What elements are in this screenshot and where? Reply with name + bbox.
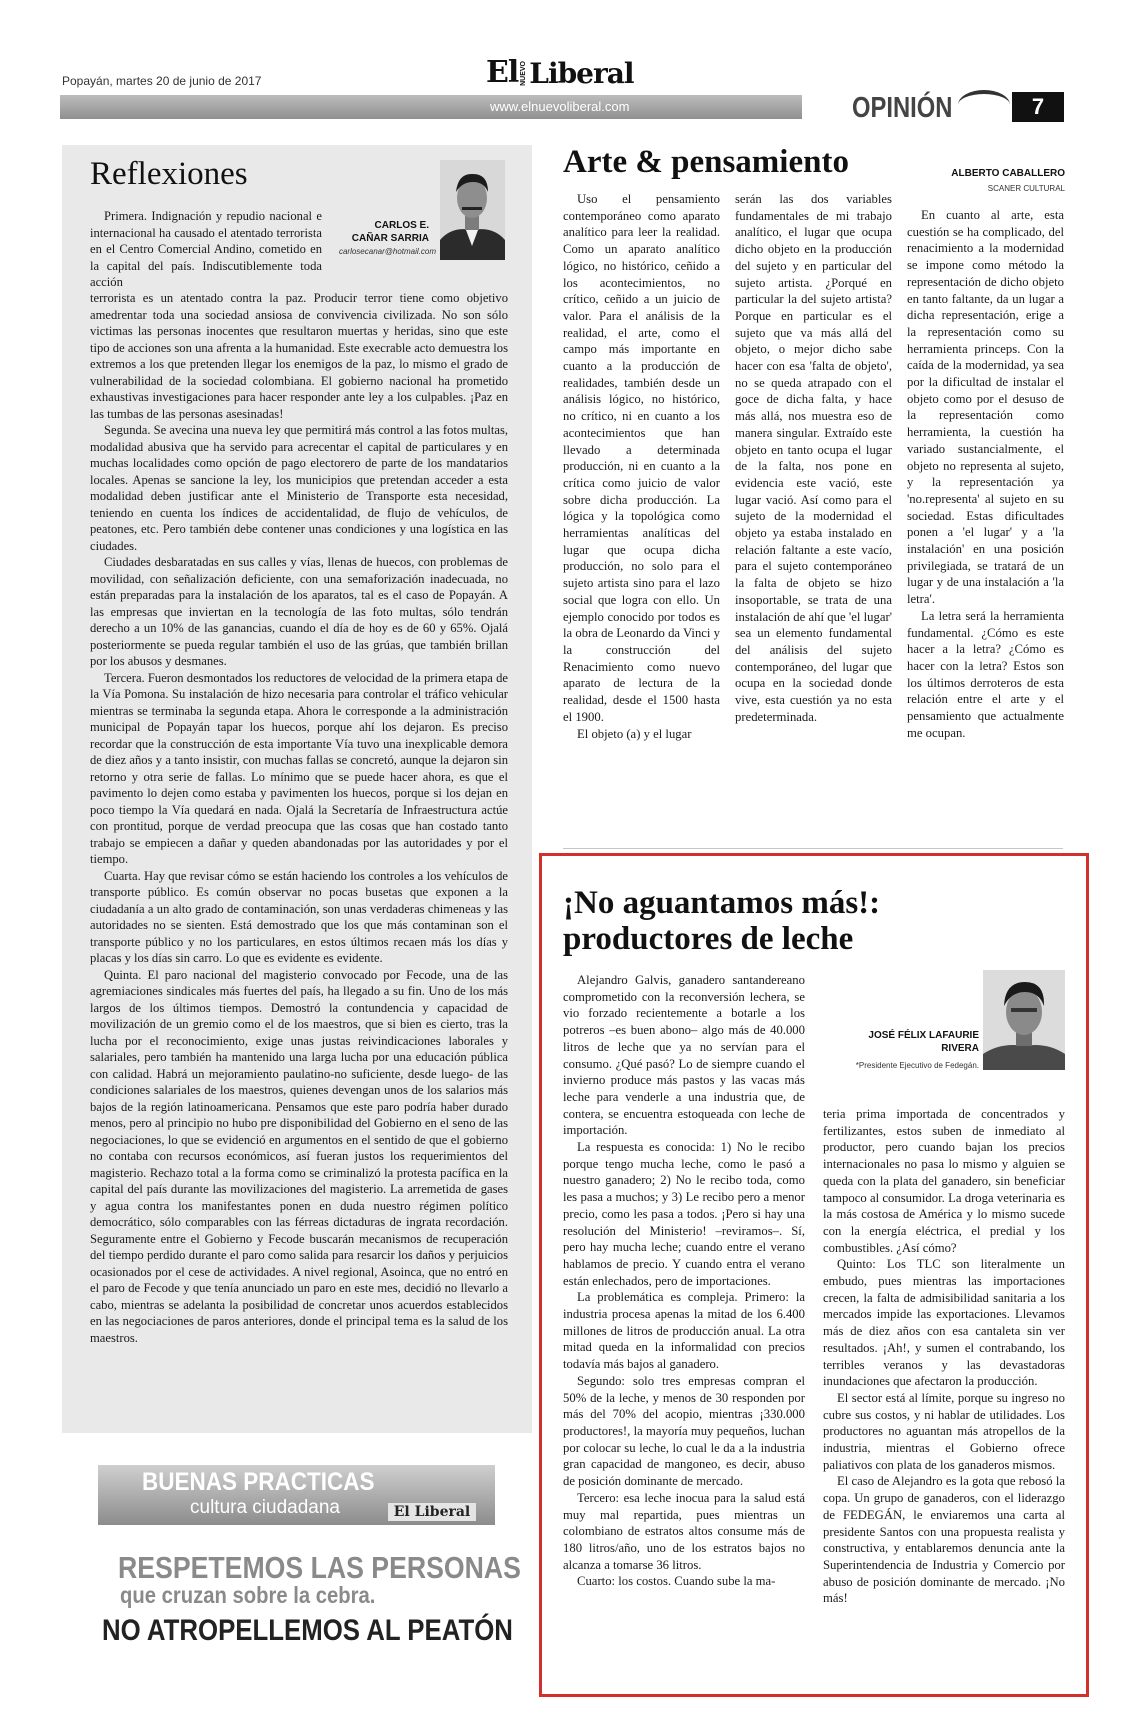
arte-author: ALBERTO CABALLERO: [951, 168, 1065, 179]
leche-column-2: [823, 1106, 1065, 1607]
section-title: OPINIÓN: [852, 92, 953, 124]
logo-nuevo-text: NUEVO: [520, 61, 528, 86]
leche-author: JOSÉ FÉLIX LAFAURIE RIVERA: [868, 1030, 979, 1054]
paragraph: serán las dos variables fundamentales de mi trabajo analítico, el lugar que ocupa dicho objeto en la producción del sujeto y en particular del sujeto artista. ¿Porqué en particular la del sujeto artista? Porque en particular es el sujeto que va más allá del objeto, o mejor dicho sabe hacer con esa 'falta de objeto', no se queda atrapado con el goce de dicha falta, y hace más allá, nos muestra eso de manera singular. Extraído este objeto en tanto ocupa el lugar de la falta, nos pone en evidencia este vació, este lugar vació. Así como para el sujeto de la modernidad el objeto ya estaba instalado en relación faltante a este vacío, para el sujeto contemporáneo la falta de objeto se hizo insoportable, se trata de una instalación de ahí que 'el lugar' sea un elemento fundamental del análisis del sujeto contemporáneo, del lugar que ocupa en la sociedad donde vive, esta cuestión ya no esta predeterminada.: [735, 192, 892, 724]
author-photo-lafaurie: [983, 970, 1065, 1070]
swoosh-decoration: [958, 90, 1010, 120]
paragraph: terrorista es un atentado contra la paz. Producir terror tiene como objetivo amedrentar toda una sociedad ansiosa de convivencia civilizada. No son sólo victimas las personas inocentes que resultaron muertas y heridas, sino que este tipo de acciones son una afrenta a la humanidad. Este execrable acto demuestra los extremos a los que pretenden llegar los enemigos de la paz, lo mismo el grado de vulnerabilidad de la sociedad colombiana. El gobierno nacional ha prometido exhaustivas investigaciones para hacer responder ante ley a los culpables. ¡Paz en las tumbas de las personas asesinadas!: [90, 291, 508, 421]
author-photo-canar: [440, 160, 505, 260]
paragraph: Tercera. Fueron desmontados los reductores de velocidad de la primera etapa de la Vía Pomona. Su instalación de hizo necesaria para controlar el tráfico vehicular mientras se terminaba la segunda etapa. Ahora le corresponde a la administración municipal de Popayán tapar los huecos, porque ahí los dejaron. Es preciso recordar que la construcción de esta importante Vía tuvo una inexplicable demora de diez años y a tanto insistir, con muchas fallas se concretó, aunque la dejaron sin retorno y otra serie de fallas. Lo mínimo que se puede hacer ahora, es que el pavimento lo dejen como estaba y pavimenten los huecos, porque si los dejan en poco tiempo la Vía quedará en nada. Ojalá la Secretaría de Infraestructura actúe con prontitud, porque de verdad preocupa que las cosas que han costado tanto trabajo se empiecen a dañar y queden abandonadas por las autoridades y por el tiempo.: [90, 670, 508, 866]
paragraph: En cuanto al arte, esta cuestión se ha complicado, del renacimiento a la modernidad se impone como método la representación de dicho objeto en tanto faltante, da un lugar a dicha representación, erige a la representación como su herramienta princeps. Con la caída de la modernidad, ya sea por la dificultad de instalar el objeto como por el desuso de la representación como herramienta, la cuestión ha variado sustancialmente, el objeto no representa al sujeto, y la representación ya 'no.representa' al sujeto en su sociedad. Estas dificultades ponen a 'el lugar' y a 'la instalación' en una posición privilegiada, se tratará de un lugar y de una instalación a 'la letra'.: [907, 208, 1064, 607]
logo-el-text: El: [486, 55, 519, 90]
website-url: www.elnuevoliberal.com: [490, 99, 630, 114]
paragraph: Cuarto: los costos. Cuando sube la ma-: [577, 1574, 776, 1589]
paragraph: Segunda. Se avecina una nueva ley que permitirá más control a las fotos multas, modalidad abusiva que ha servido para acrecentar el capital de particulares y en muchas localidades como opción de pago electorero de parte de los mandatarios locales. Apenas se sancione la ley, los municipios que pretendan acceder a esta modalidad deben justificar ante el Ministerio de Transporte esta necesidad, teniendo en cuenta los índices de accidentalidad, de flujo de vehículos, de peatones, etc. Pero también debe contener unas condiciones y una logística en las ciudades.: [90, 423, 508, 553]
issue-date: Popayán, martes 20 de junio de 2017: [62, 74, 262, 88]
paragraph: Ciudades desbaratadas en sus calles y vías, llenas de huecos, con problemas de movilidad, con señalización deficiente, con una semaforización inadecuada, no están preparadas para la instalación de los aparatos, tal es el caso de Popayán. A las empresas que inviertan en la tecnología de las foto multas, sólo tendrán derecho a un 10% de las ganancias, cuando el día de hoy es de 60 y 65%. Ojalá posteriormente se pueda regular también el uso de las grúas, que también brillan por los abusos y desmanes.: [90, 555, 508, 668]
ad-title: BUENAS PRACTICAS: [142, 1468, 375, 1496]
leche-author-role: *Presidente Ejecutivo de Fedegán.: [855, 1061, 979, 1070]
paragraph: Quinto: Los TLC son literalmente un embudo, pues mientras las importaciones crecen, la falta de admisibilidad sanitaria a los mercados impide las exportaciones. Llevamos más de diez años con esa cantaleta sin ver resultados. ¡Ah!, y sumen el contrabando, los terribles veranos y las devastadoras inundaciones que afectaron la producción.: [823, 1257, 1065, 1389]
arte-column-1: [563, 191, 720, 742]
reflexiones-author: CARLOS E. CAÑAR SARRIA: [351, 220, 429, 244]
paragraph: Alejandro Galvis, ganadero santandereano comprometido con la reconversión lechera, se vio forzado recientemente a botarle a los potreros –es buen abono– algo más de 40.000 litros de leche que ya no servían para el consumo. ¿Qué pasó? Lo de siempre cuando el invierno produce más pastos y las vacas más leche para venderle a una industria que, de contera, se encuentra estoqueada con leche de importación.: [563, 973, 805, 1138]
arte-column-2: [735, 191, 892, 726]
header-bar: [60, 95, 802, 119]
ad-line-2: que cruzan sobre la cebra.: [120, 1582, 376, 1608]
logo-liberal-text: Liberal: [529, 57, 634, 90]
paragraph: El caso de Alejandro es la gota que rebosó la copa. Un grupo de ganaderos, con el liderazgo de FEDEGÁN, le enviaremos una carta al presidente Santos con una propuesta realista y constructiva, y entablaremos denuncia ante la Superintendencia de Industria y Comercio por abuso de posición dominante de mercado. ¡No más!: [823, 1474, 1065, 1606]
leche-title: ¡No aguantamos más!: productores de leche: [563, 885, 881, 957]
paragraph: La letra será la herramienta fundamental. ¿Cómo es este hacer a la letra? ¿Cómo es hacer con la letra? Estos son los últimos derroteros de esta relación entre el arte y el pensamiento que actualmente me ocupan.: [907, 608, 1064, 740]
ad-line-1: RESPETEMOS LAS PERSONAS: [118, 1550, 521, 1585]
paragraph: La problemática es compleja. Primero: la industria procesa apenas la mitad de los 6.400 millones de litros de producción anual. La otra mitad queda en la informalidad con precios todavía más bajos al ganadero.: [563, 1290, 805, 1372]
arte-author-role: SCANER CULTURAL: [987, 184, 1065, 193]
paragraph: Cuarta. Hay que revisar cómo se están haciendo los controles a los vehículos de transporte público. Es común observar no pocas busetas que exponen a la ciudadanía a un alto grado de contaminación, son unas verdaderas chimeneas y las autoridades no se sienten. Está demostrado que los que más contaminan son el transporte público y no los particulares, en estos últimos recaen más los días y placas y los días sin carro. Lo que es evidente es evidente.: [90, 868, 508, 965]
paragraph: Quinta. El paro nacional del magisterio convocado por Fecode, una de las agremiaciones sindicales más fuertes del país, ha llegado a su fin. Uno de los más largos de los últimos tiempos. Demostró la contundencia y capacidad de movilización de un gremio como el de los maestros, que si bien es cierto, tras la lucha por el reconocimiento, exige unas justas reivindicaciones laborales y salariales, pero también ha mantenido una larga lucha por una educación pública con calidad. Habrá un mejoramiento paulatino-no suficiente, desde luego- de las condiciones salariales de los maestros, quienes devengan unos de los salarios más bajos de la región latinoamericana. Pensamos que este paro podría haber durado menos, pero al principio no hubo pre disponibilidad del Gobierno en el seno de las negociaciones, lo que se evidenció en argumentos en el sentido de que el gobierno no contaba con recursos económicos, así fueran justos los requerimientos del magisterio. Rechazo total a la forma como se criminalizó la protesta pacífica en la capital del país durante las movilizaciones del magisterio. La arremetida de gases y agua contra los manifestantes ponen en duda nuestro régimen político democrático, sólo comparables con las férreas dictaduras de ingrata recordación. Seguramente entre el Gobierno y Fecode buscarán mecanismos de recuperación del tiempo perdido durante el paro como salida para resarcir los daños y perjuicios ocasionados por el cese de actividades. A nivel regional, Asoinca, que no entró en el paro de Fecode y que tenía anunciado un paro en este mes, decidió no llevarlo a cabo, mientras se adelanta la posibilidad de concretar unos acuerdos establecidos en las negociaciones de paros anteriores, donde el principal tema es la salud de los maestros.: [90, 967, 508, 1345]
paragraph: Primera. Indignación y repudio nacional e internacional ha causado el atentado terrorista en el Centro Comercial Andino, cometido en la capital del país. Indiscutiblemente toda acción: [90, 209, 322, 290]
ad-line-3: NO ATROPELLEMOS AL PEATÓN: [102, 1614, 513, 1647]
arte-column-3: [907, 207, 1064, 742]
reflexiones-title: Reflexiones: [90, 156, 248, 192]
divider: [563, 848, 1063, 849]
paragraph: Segundo: solo tres empresas compran el 50% de la leche, y menos de 30 responden por más del 70% del acopio, mientras ¡330.000 productores!, la mayoría muy pequeños, luchan por colocar su leche, lo cual le da a la industria gran capacidad de mangoneo, es decir, abuso de posición dominante de mercado.: [563, 1373, 805, 1489]
newspaper-logo: [486, 55, 634, 90]
paragraph: Uso el pensamiento contemporáneo como aparato analítico para leer la realidad. Como un aparato analítico lógico, no histórico, ceñido a los acontecimientos, no crítico, ceñido a un juicio de valor. Para el análisis de la realidad, el arte, como el campo más importante en cuanto a la producción de realidades, también desde un análisis lógico, no histórico, no crítico, ni en cuanto a los acontecimientos que han llevado a determinada producción, ni en cuanto a la crítica como juicio de valor sobre dicha producción. La lógica y la topológica como herramientas analíticas del lugar que ocupa dicha producción, no solo para el sujeto artista sino para el lazo social que logra con ello. Un ejemplo conocido por todos es la obra de Leonardo da Vinci y la construcción del Renacimiento como nuevo aparato de lectura de la realidad, desde el 1500 hasta el 1900.: [563, 192, 720, 724]
paragraph: El sector está al límite, porque su ingreso no cubre sus costos, y ni hablar de utilidades. Los productores no aguantan más atropellos de la industria, mientras el Gobierno ofrece paliativos con plata de los ganaderos mismos.: [823, 1390, 1065, 1472]
paragraph: La respuesta es conocida: 1) No le recibo porque tengo mucha leche, como le pasó a nuestro ganadero; 2) No le recibo toda, como les pasa a muchos; y 3) Le recibo pero a menor precio, como les pasa a todos. ¡Pero si hay una resolución del Ministerio! –reviramos–. Sí, pero hay mucha leche; cuando entre el verano hablamos de precio. Y cuando entra el verano están enlechados, pero de importaciones.: [563, 1140, 805, 1288]
leche-column-1: [563, 972, 805, 1590]
page-number: 7: [1012, 92, 1064, 122]
ad-subtitle: cultura ciudadana: [190, 1497, 340, 1518]
paragraph: teria prima importada de concentrados y fertilizantes, estos suben de inmediato al productor, pero cuando bajan los precios internacionales no pasa lo mismo y alguien se queda con la plata del ganadero, sin beneficiar tampoco al consumidor. La droga veterinaria es la más costosa de América y lo mismo sucede con la energía eléctrica, el predial y los combustibles. ¿Así cómo?: [823, 1107, 1065, 1255]
arte-title: Arte & pensamiento: [563, 144, 849, 180]
reflexiones-intro: [90, 208, 322, 291]
reflexiones-email: carlosecanar@hotmail.com: [338, 247, 436, 256]
reflexiones-body: [90, 290, 508, 1346]
paragraph: Tercero: esa leche inocua para la salud está muy mal repartida, pues mientras un colombiano de estratos altos consume más de 180 litros/año, uno de los estratos bajos no alcanza a tomarse 36 litros.: [563, 1490, 805, 1572]
ad-logo: El Liberal: [388, 1503, 476, 1521]
paragraph: El objeto (a) y el lugar: [577, 726, 692, 741]
